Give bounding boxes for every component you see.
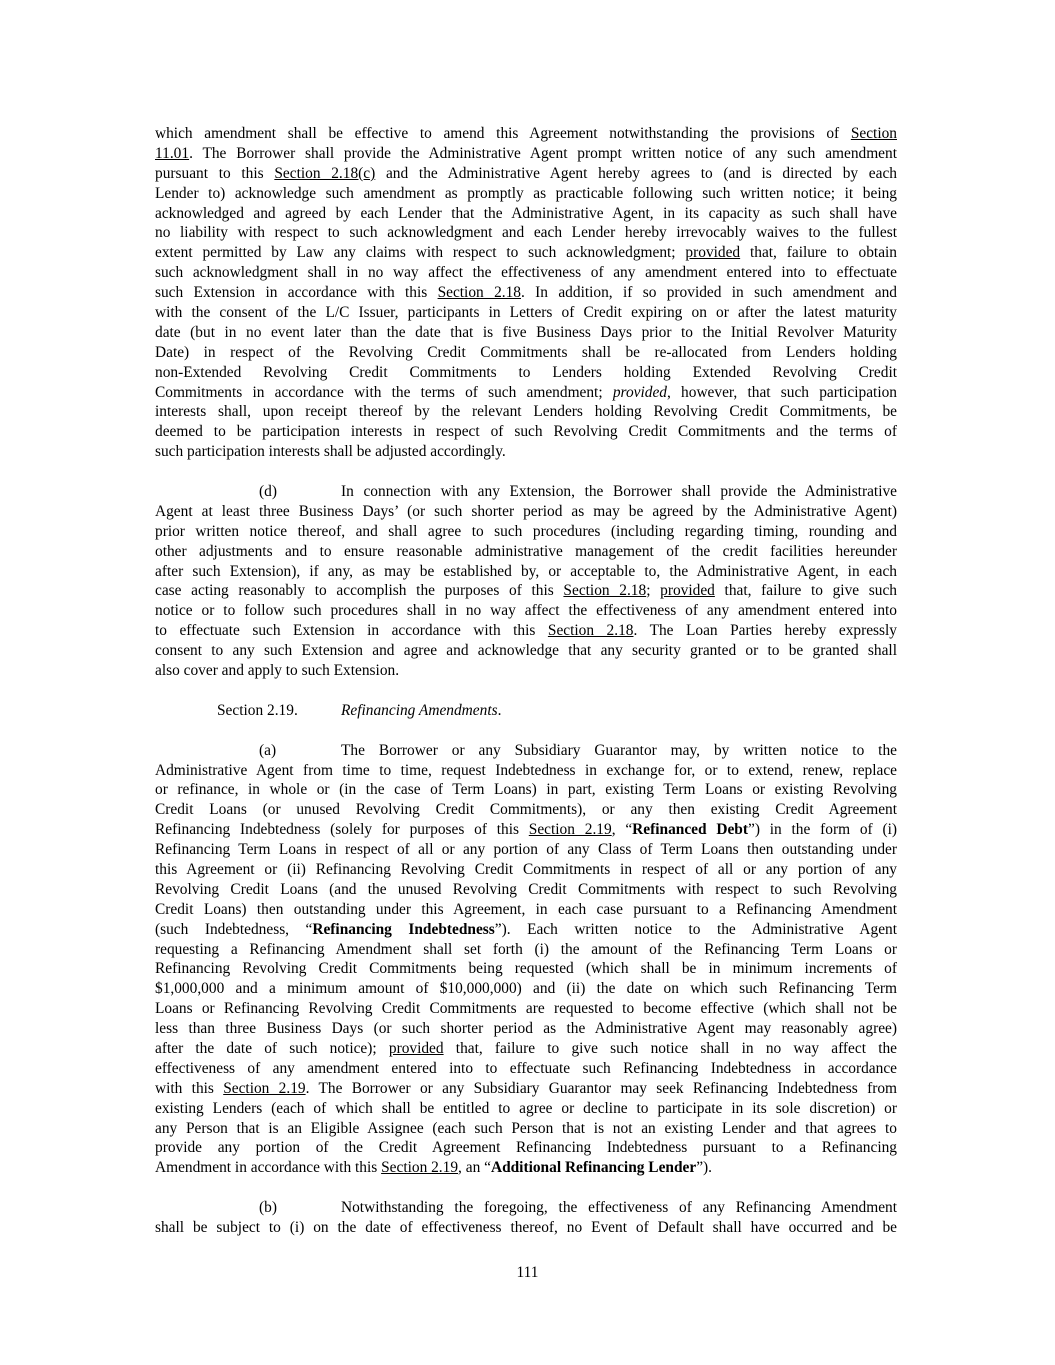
text-run: after such Extension), if any, as may be established by, or acceptable to, the Administrative Agent, in each bbox=[155, 562, 897, 580]
text-run: extent permitted by Law any claims with respect to such acknowledgment; bbox=[155, 244, 686, 262]
text-run: to effectuate such Extension in accordance with this bbox=[155, 622, 548, 640]
text-line bbox=[155, 920, 897, 940]
text-line bbox=[155, 303, 897, 323]
text-run: prior written notice thereof, and shall agree to such procedures (including regarding timing, rounding and bbox=[155, 522, 897, 540]
text-run: with this bbox=[155, 1079, 224, 1097]
text-line bbox=[155, 1119, 897, 1139]
text-line bbox=[155, 741, 897, 761]
text-run: Administrative Agent from time to time, request Indebtedness in exchange for, or to extend, renew, replace bbox=[155, 761, 897, 779]
text-run: case acting reasonably to accomplish the purposes of this bbox=[155, 582, 564, 600]
text-run: . bbox=[497, 701, 502, 719]
text-run: such participation interests shall be adjusted accordingly. bbox=[155, 443, 506, 461]
text-line bbox=[155, 522, 897, 542]
text-run: . The Borrower shall provide the Administrative Agent prompt written notice of any such amendment bbox=[189, 144, 897, 162]
cross-reference: Section 2.18(c) bbox=[274, 164, 376, 182]
text-line bbox=[155, 482, 897, 502]
text-line bbox=[155, 1198, 897, 1218]
emphasis-text: Refinancing Amendments bbox=[341, 701, 498, 719]
text-line bbox=[155, 1099, 897, 1119]
defined-term: Refinanced Debt bbox=[632, 821, 748, 839]
clause-paragraph bbox=[155, 741, 897, 1179]
text-line bbox=[155, 144, 897, 164]
text-line bbox=[155, 502, 897, 522]
text-run: ”). bbox=[696, 1159, 712, 1177]
text-line bbox=[155, 243, 897, 263]
text-line bbox=[155, 402, 897, 422]
cross-reference: Section 2.19 bbox=[528, 821, 612, 839]
text-line bbox=[155, 343, 897, 363]
defined-term: Refinancing Indebtedness bbox=[312, 920, 495, 938]
text-run: deemed to be participation interests in respect of such Revolving Credit Commitments and the terms of bbox=[155, 423, 897, 441]
text-run: Commitments in accordance with the terms of such amendment; bbox=[155, 383, 613, 401]
text-run: ”). Each written notice to the Administrative Agent bbox=[494, 920, 897, 938]
text-line bbox=[155, 780, 897, 800]
cross-reference: provided bbox=[660, 582, 715, 600]
text-line bbox=[155, 880, 897, 900]
text-line bbox=[155, 701, 897, 721]
text-run: pursuant to this bbox=[155, 164, 275, 182]
text-line bbox=[155, 184, 897, 204]
text-run: Date) in respect of the Revolving Credit Commitments shall be re-allocated from Lenders holding bbox=[155, 343, 897, 361]
text-line bbox=[155, 1059, 897, 1079]
text-line bbox=[155, 223, 897, 243]
text-line bbox=[155, 422, 897, 442]
text-line bbox=[155, 1079, 897, 1099]
text-run: The Borrower or any Subsidiary Guarantor may, by written notice to the bbox=[341, 741, 897, 759]
text-line bbox=[155, 164, 897, 184]
text-line bbox=[155, 383, 897, 403]
text-run: Refinancing Term Loans in respect of all or any portion of any Class of Term Loans then outstanding under bbox=[155, 841, 897, 859]
text-run: Refinancing Indebtedness (solely for purposes of this bbox=[155, 821, 529, 839]
text-run: less than three Business Days (or such shorter period as the Administrative Agent may reasonably agree) bbox=[155, 1020, 897, 1038]
text-line bbox=[155, 1158, 897, 1178]
text-line bbox=[155, 661, 897, 681]
text-run: ; bbox=[646, 582, 661, 600]
text-run: that, failure to give such notice shall in no way affect the bbox=[443, 1039, 897, 1057]
text-run: after the date of such notice); bbox=[155, 1039, 389, 1057]
text-run: any Person that is an Eligible Assignee (each such Person that is not an existing Lender and that agrees to bbox=[155, 1119, 897, 1137]
text-run: Amendment in accordance with this bbox=[155, 1159, 382, 1177]
text-run: such acknowledgment shall in no way affect the effectiveness of any amendment entered into to effectuate bbox=[155, 264, 897, 282]
cross-reference: Section 2.18 bbox=[563, 582, 647, 600]
text-run: that, failure to give such bbox=[714, 582, 897, 600]
body-paragraph bbox=[155, 124, 897, 462]
text-line bbox=[155, 999, 897, 1019]
text-run: Revolving Credit Loans (and the unused Revolving Credit Commitments with respect to such Revolving bbox=[155, 880, 897, 898]
cross-reference: Section 2.18 bbox=[547, 622, 634, 640]
text-run: Lender to) acknowledge such amendment as promptly as practicable following such written notice; it being bbox=[155, 184, 897, 202]
text-line bbox=[155, 542, 897, 562]
section-number: Section 2.19. bbox=[217, 701, 298, 719]
text-line bbox=[155, 442, 897, 462]
text-line bbox=[155, 621, 897, 641]
text-line bbox=[155, 562, 897, 582]
text-run: also cover and apply to such Extension. bbox=[155, 662, 400, 680]
text-run: such Extension in accordance with this bbox=[155, 284, 438, 302]
text-run: Loans or Refinancing Revolving Credit Commitments are requested to become effective (which shall not be bbox=[155, 1000, 897, 1018]
text-run: acknowledged and agreed by each Lender that the Administrative Agent, in its capacity as such shall have bbox=[155, 204, 897, 222]
text-line bbox=[155, 263, 897, 283]
text-line bbox=[155, 979, 897, 999]
page-number: 111 bbox=[516, 1264, 539, 1281]
text-run: no liability with respect to such acknowledgment and each Lender hereby irrevocably waives to the fullest bbox=[155, 224, 897, 242]
text-run: that, failure to obtain bbox=[740, 244, 897, 262]
text-run: requesting a Refinancing Amendment shall set forth (i) the amount of the Refinancing Term Loans or bbox=[155, 940, 897, 958]
text-run: provide any portion of the Credit Agreement Refinancing Indebtedness pursuant to a Refinancing bbox=[155, 1139, 897, 1157]
text-line bbox=[155, 1138, 897, 1158]
text-run: with the consent of the L/C Issuer, participants in Letters of Credit expiring on or after the latest maturity bbox=[155, 304, 897, 322]
text-run: . The Loan Parties hereby expressly bbox=[633, 622, 898, 640]
section-heading bbox=[155, 701, 897, 721]
document-page bbox=[155, 124, 897, 1258]
cross-reference: Section 2.19 bbox=[223, 1079, 306, 1097]
clause-label: (d) bbox=[259, 483, 277, 501]
text-run: and the Administrative Agent hereby agrees to (and is directed by each bbox=[375, 164, 897, 182]
cross-reference: provided bbox=[388, 1039, 444, 1057]
emphasis-text: provided bbox=[612, 383, 667, 401]
text-run: , “ bbox=[611, 821, 633, 839]
text-run: ”) in the form of (i) bbox=[748, 821, 897, 839]
cross-reference: 11.01 bbox=[155, 144, 190, 162]
text-run: or refinance, in whole or (in the case of Term Loans) in part, existing Term Loans or existing Revolving bbox=[155, 781, 897, 799]
cross-reference: provided bbox=[685, 244, 741, 262]
text-line bbox=[155, 959, 897, 979]
text-run: Agent at least three Business Days’ (or such shorter period as may be agreed by the Administrative Agent) bbox=[155, 502, 897, 520]
text-run: $1,000,000 and a minimum amount of $10,000,000) and (ii) the date on which such Refinancing Term bbox=[155, 980, 897, 998]
text-run: , however, that such participation bbox=[666, 383, 898, 401]
text-line bbox=[155, 601, 897, 621]
text-run: existing Lenders (each of which shall be entitled to agree or decline to participate in its sole discretion) or bbox=[155, 1099, 897, 1117]
text-run: date (but in no event later than the date that is five Business Days prior to the Initial Revolver Maturity bbox=[155, 323, 897, 341]
text-run: , an “ bbox=[458, 1159, 491, 1177]
text-run: Credit Loans) then outstanding under this Agreement, in each case pursuant to a Refinancing Amendment bbox=[155, 900, 897, 918]
text-run: effectiveness of any amendment entered into to effectuate such Refinancing Indebtedness in accordance bbox=[155, 1059, 897, 1077]
clause-paragraph bbox=[155, 482, 897, 681]
cross-reference: Section 2.19 bbox=[381, 1159, 459, 1177]
text-line bbox=[155, 363, 897, 383]
defined-term: Additional Refinancing Lender bbox=[490, 1159, 697, 1177]
text-line bbox=[155, 900, 897, 920]
text-line bbox=[155, 1218, 897, 1238]
text-run: . In addition, if so provided in such amendment and bbox=[521, 284, 897, 302]
text-run: notice or to follow such procedures shall in no way affect the effectiveness of any amendment entered into bbox=[155, 602, 897, 620]
text-line bbox=[155, 800, 897, 820]
cross-reference: Section 2.18 bbox=[437, 284, 521, 302]
text-line bbox=[155, 940, 897, 960]
text-run: non-Extended Revolving Credit Commitments to Lenders holding Extended Revolving Credit bbox=[155, 363, 897, 381]
text-line bbox=[155, 820, 897, 840]
text-line bbox=[155, 641, 897, 661]
text-line bbox=[155, 840, 897, 860]
clause-label: (a) bbox=[259, 741, 277, 759]
text-run: interests shall, upon receipt thereof by the relevant Lenders holding Revolving Credit Commitments, be bbox=[155, 403, 897, 421]
cross-reference: Section bbox=[850, 125, 897, 142]
text-line bbox=[155, 860, 897, 880]
text-run: Notwithstanding the foregoing, the effectiveness of any Refinancing Amendment bbox=[341, 1199, 897, 1217]
text-run: shall be subject to (i) on the date of effectiveness thereof, no Event of Default shall have occurred and be bbox=[155, 1218, 897, 1236]
text-line bbox=[155, 1039, 897, 1059]
text-line bbox=[155, 761, 897, 781]
text-run: Refinancing Revolving Credit Commitments being requested (which shall be in minimum increments of bbox=[155, 960, 897, 978]
text-run: other adjustments and to ensure reasonable administrative management of the credit facilities hereunder bbox=[155, 542, 897, 560]
text-run: Credit Loans (or unused Revolving Credit Commitments), or any then existing Credit Agreement bbox=[155, 801, 897, 819]
text-line bbox=[155, 124, 897, 144]
text-run: . The Borrower or any Subsidiary Guarantor may seek Refinancing Indebtedness from bbox=[305, 1079, 897, 1097]
text-run: which amendment shall be effective to amend this Agreement notwithstanding the provisions of bbox=[155, 125, 851, 142]
text-line bbox=[155, 283, 897, 303]
clause-label: (b) bbox=[259, 1199, 277, 1217]
text-run: consent to any such Extension and agree and acknowledge that any security granted or to be granted shall bbox=[155, 642, 897, 660]
text-line bbox=[155, 581, 897, 601]
text-run: In connection with any Extension, the Borrower shall provide the Administrative bbox=[341, 483, 897, 501]
clause-paragraph bbox=[155, 1198, 897, 1238]
text-line bbox=[155, 204, 897, 224]
text-run: (such Indebtedness, “ bbox=[155, 920, 313, 938]
text-line bbox=[155, 323, 897, 343]
text-line bbox=[155, 1019, 897, 1039]
text-run: this Agreement or (ii) Refinancing Revolving Credit Commitments in respect of all or any portion of any bbox=[155, 860, 897, 878]
